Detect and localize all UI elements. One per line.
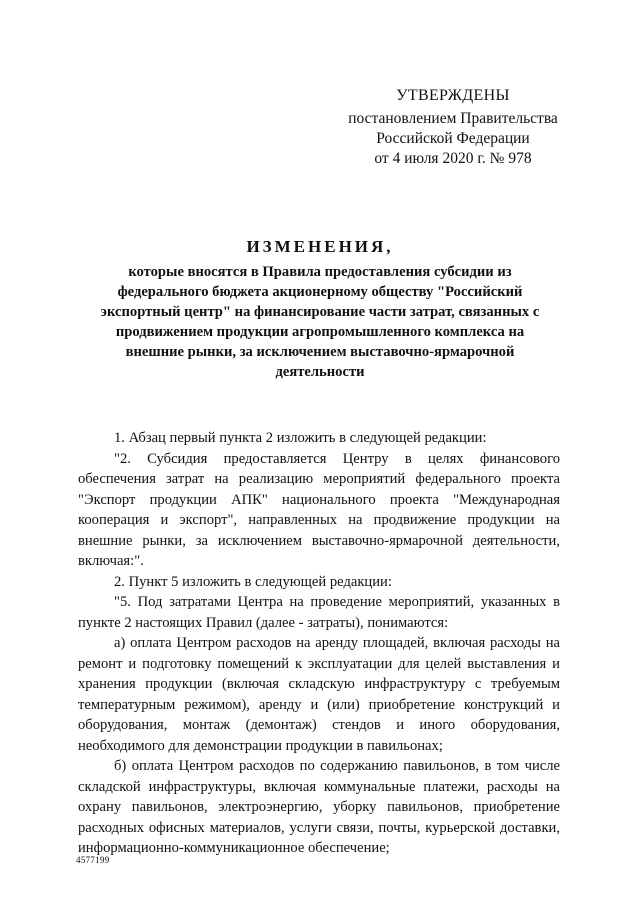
paragraph-5: а) оплата Центром расходов на аренду площадей, включая расходы на ремонт и подготовку помещений к эксплуатации для целей выставления и хранения продукции (включая складскую инфраструктуру с требуемым температурным режимом), аренду и (или) приобретение конструкций и оборудования, монтаж (демонтаж) стендов и иного оборудования, необходимого для демонстрации продукции в павильонах; <box>78 635 560 754</box>
approval-line-2: Российской Федерации <box>376 130 530 147</box>
approval-heading: УТВЕРЖДЕНЫ <box>396 87 510 104</box>
paragraph-2: "2. Субсидия предоставляется Центру в целях финансового обеспечения затрат на реализацию мероприятий федерального проекта "Экспорт продукции АПК" национального проекта "Международная кооперация и экспорт", направленных на продвижение продукции на внешние рынки, за исключением выставочно-ярмарочной деятельности, включая:". <box>78 450 560 569</box>
approval-date-number: от 4 июля 2020 г. № 978 <box>374 150 532 167</box>
document-code: 4577199 <box>76 855 110 865</box>
paragraph-1: 1. Абзац первый пункта 2 изложить в следующей редакции: <box>114 430 487 446</box>
approval-line-1: постановлением Правительства <box>348 110 558 127</box>
paragraph-3: 2. Пункт 5 изложить в следующей редакции: <box>114 573 392 590</box>
document-subtitle: которые вносятся в Правила предоставления субсидии из федерального бюджета акционерному обществу "Российский экспортный центр" на финансирование части затрат, связанных с продвижением продукции агропромышленного комплекса на внешние рынки, за исключением выставочно-ярмарочной деятельности <box>100 264 540 380</box>
approval-stamp <box>338 86 568 169</box>
document-body <box>78 428 560 859</box>
document-title: ИЗМЕНЕНИЯ, <box>246 237 394 256</box>
paragraph-6: б) оплата Центром расходов по содержанию павильонов, в том числе складской инфраструктуры, включая коммунальные платежи, расходы на охрану павильонов, электроэнергию, уборку павильонов, приобретение расходных офисных материалов, услуги связи, почты, курьерской доставки, информационно-коммуникационное обеспечение; <box>78 758 560 856</box>
paragraph-4: "5. Под затратами Центра на проведение мероприятий, указанных в пункте 2 настоящих Правил (далее - затраты), понимаются: <box>78 594 560 631</box>
